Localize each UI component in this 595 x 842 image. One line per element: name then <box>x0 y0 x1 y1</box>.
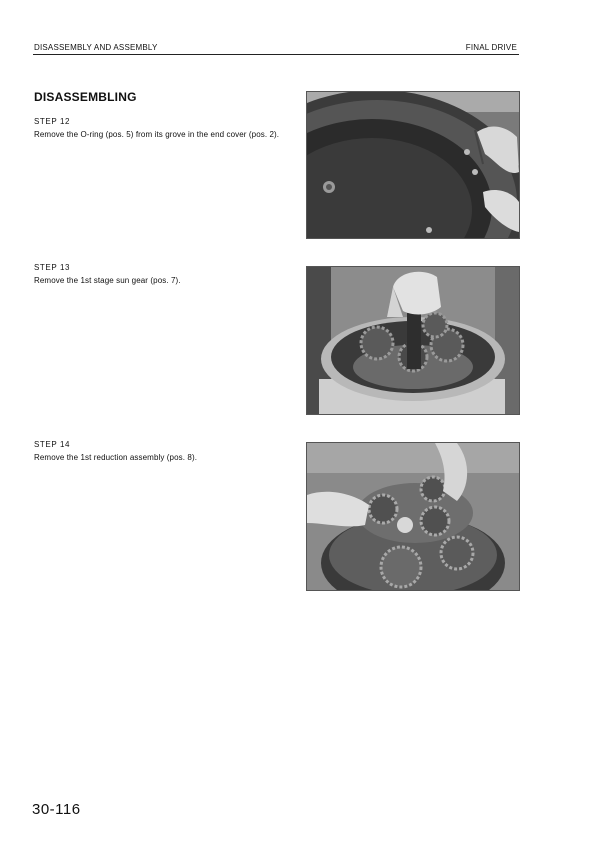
step-12-text: Remove the O-ring (pos. 5) from its grove in the end cover (pos. 2). <box>34 130 280 139</box>
step-14-label: STEP 14 <box>34 440 71 449</box>
step-13-text: Remove the 1st stage sun gear (pos. 7). <box>34 276 181 285</box>
header-divider <box>33 54 519 55</box>
page-number: 30-116 <box>32 801 81 818</box>
step-14-text: Remove the 1st reduction assembly (pos. 8). <box>34 453 198 462</box>
header-chapter-title: FINAL DRIVE <box>465 43 517 52</box>
step-14-photo <box>306 442 520 591</box>
header-section-title: DISASSEMBLY AND ASSEMBLY <box>34 43 158 52</box>
step-13-label: STEP 13 <box>34 263 71 272</box>
step-13-photo <box>306 266 520 415</box>
step-12-photo <box>306 91 520 239</box>
page-title: DISASSEMBLING <box>34 90 137 104</box>
step-12-label: STEP 12 <box>34 117 71 126</box>
